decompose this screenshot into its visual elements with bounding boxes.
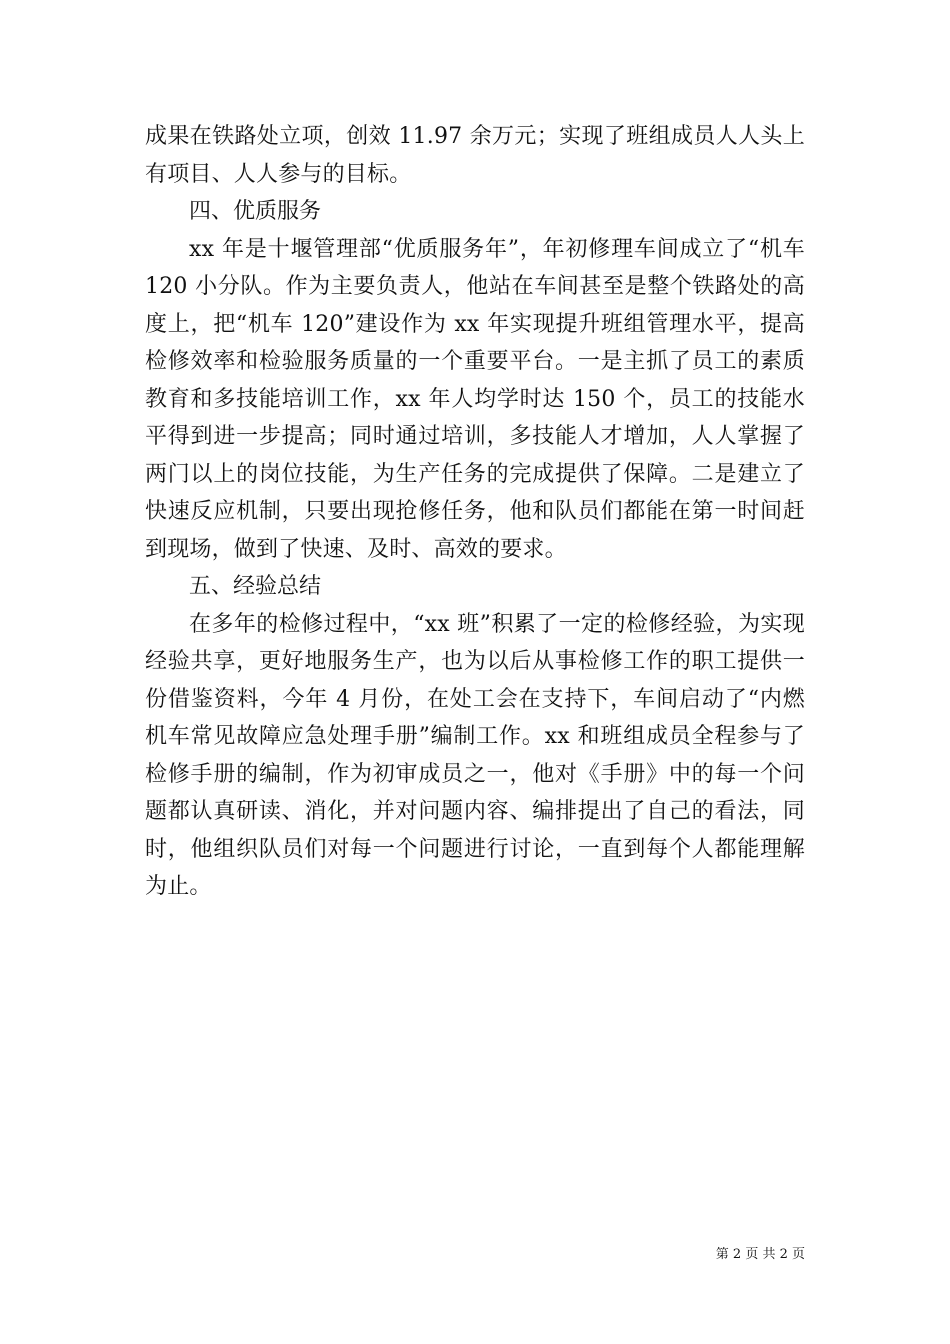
document-body bbox=[145, 118, 805, 906]
section-heading-experience-summary: 五、经验总结 bbox=[189, 574, 322, 599]
paragraph-quality-service: xx 年是十堰管理部“优质服务年”，年初修理车间成立了“机车 120 小分队。作为主要负责人，他站在车间甚至是整个铁路处的高度上，把“机车 120”建设作为 xx 年实现提升班组管理水平，提高检修效率和检验服务质量的一个重要平台。一是主抓了员工的素质教育和多技能培训工作，xx 年人均学时达 150 个，员工的技能水平得到进一步提高；同时通过培训，多技能人才增加，人人掌握了两门以上的岗位技能，为生产任务的完成提供了保障。二是建立了快速反应机制，只要出现抢修任务，他和队员们都能在第一时间赶到现场，做到了快速、及时、高效的要求。 bbox=[145, 236, 805, 562]
section-heading-quality-service: 四、优质服务 bbox=[189, 199, 322, 224]
paragraph-continuation: 成果在铁路处立项，创效 11.97 余万元；实现了班组成员人人头上有项目、人人参与的目标。 bbox=[145, 124, 805, 187]
page-number: 第 2 页 共 2 页 bbox=[715, 1247, 805, 1262]
paragraph-experience-summary: 在多年的检修过程中，“xx 班”积累了一定的检修经验，为实现经验共享，更好地服务生产，也为以后从事检修工作的职工提供一份借鉴资料，今年 4 月份，在处工会在支持下，车间启动了“内燃机车常见故障应急处理手册”编制工作。xx 和班组成员全程参与了检修手册的编制，作为初审成员之一，他对《手册》中的每一个问题都认真研读、消化，并对问题内容、编排提出了自己的看法，同时，他组织队员们对每一个问题进行讨论，一直到每个人都能理解为止。 bbox=[145, 611, 805, 899]
